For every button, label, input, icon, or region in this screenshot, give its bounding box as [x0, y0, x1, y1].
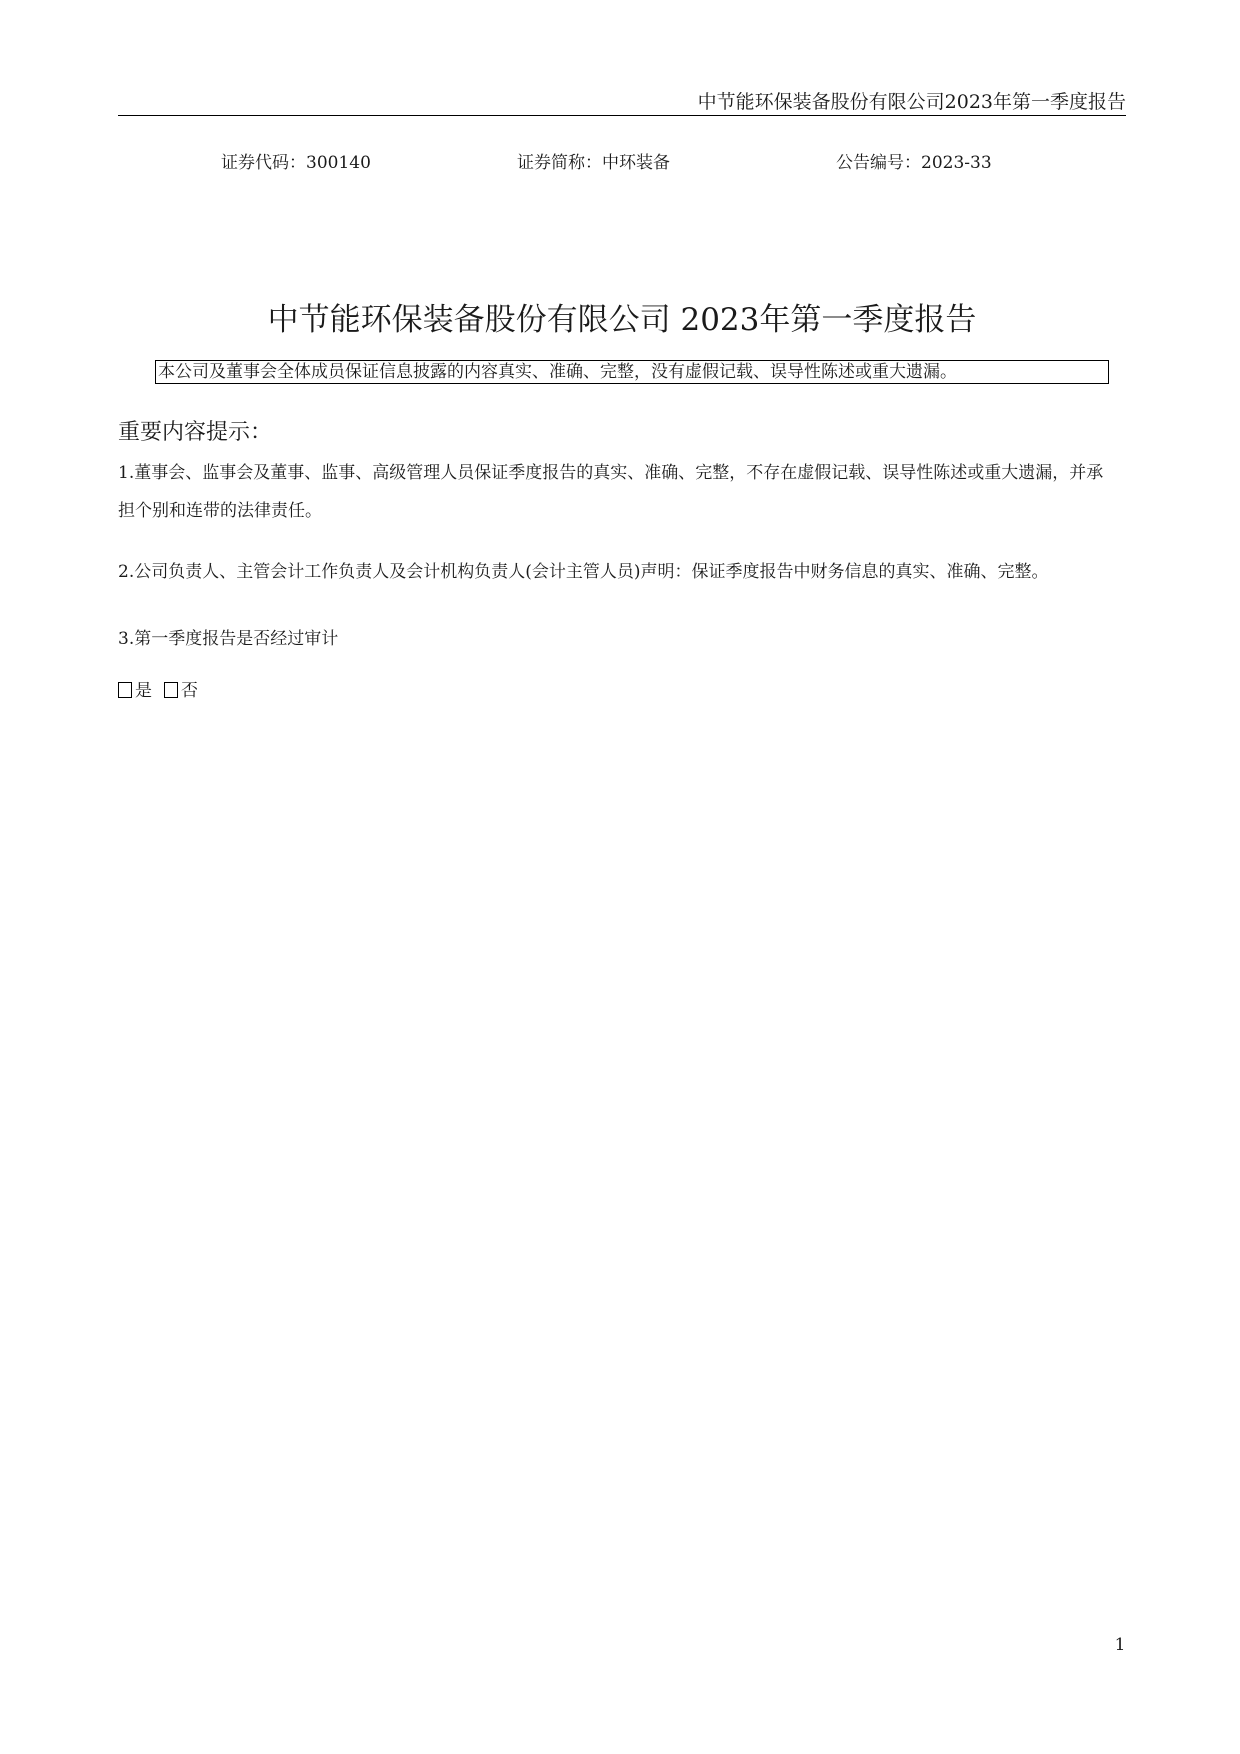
audit-yes-label: 是	[135, 681, 152, 701]
audit-no-label: 否	[181, 681, 198, 701]
paragraph-item-2: 2.公司负责人、主管会计工作负责人及会计机构负责人(会计主管人员)声明：保证季度报告中财务信息的真实、准确、完整。	[118, 562, 1049, 582]
page-number: 1	[1114, 1635, 1126, 1655]
header-rule	[118, 115, 1126, 116]
audit-choice	[118, 678, 198, 704]
notice-box: 本公司及董事会全体成员保证信息披露的内容真实、准确、完整，没有虚假记载、误导性陈述或重大遗漏。	[155, 360, 1109, 384]
announcement-number: 公告编号：2023-33	[836, 153, 992, 173]
checkbox-yes-icon	[118, 682, 132, 698]
security-short-name: 证券简称：中环装备	[517, 153, 670, 173]
section-heading: 重要内容提示：	[118, 420, 273, 445]
paragraph-item-1: 1.董事会、监事会及董事、监事、高级管理人员保证季度报告的真实、准确、完整，不存在虚假记载、误导性陈述或重大遗漏，并承担个别和连带的法律责任。	[118, 463, 1104, 521]
paragraph-item-3: 3.第一季度报告是否经过审计	[118, 629, 339, 649]
checkbox-no-icon	[164, 682, 178, 698]
document-title: 中节能环保装备股份有限公司 2023年第一季度报告	[267, 302, 977, 338]
running-header: 中节能环保装备股份有限公司2023年第一季度报告	[697, 91, 1126, 113]
security-code: 证券代码：300140	[221, 153, 371, 173]
